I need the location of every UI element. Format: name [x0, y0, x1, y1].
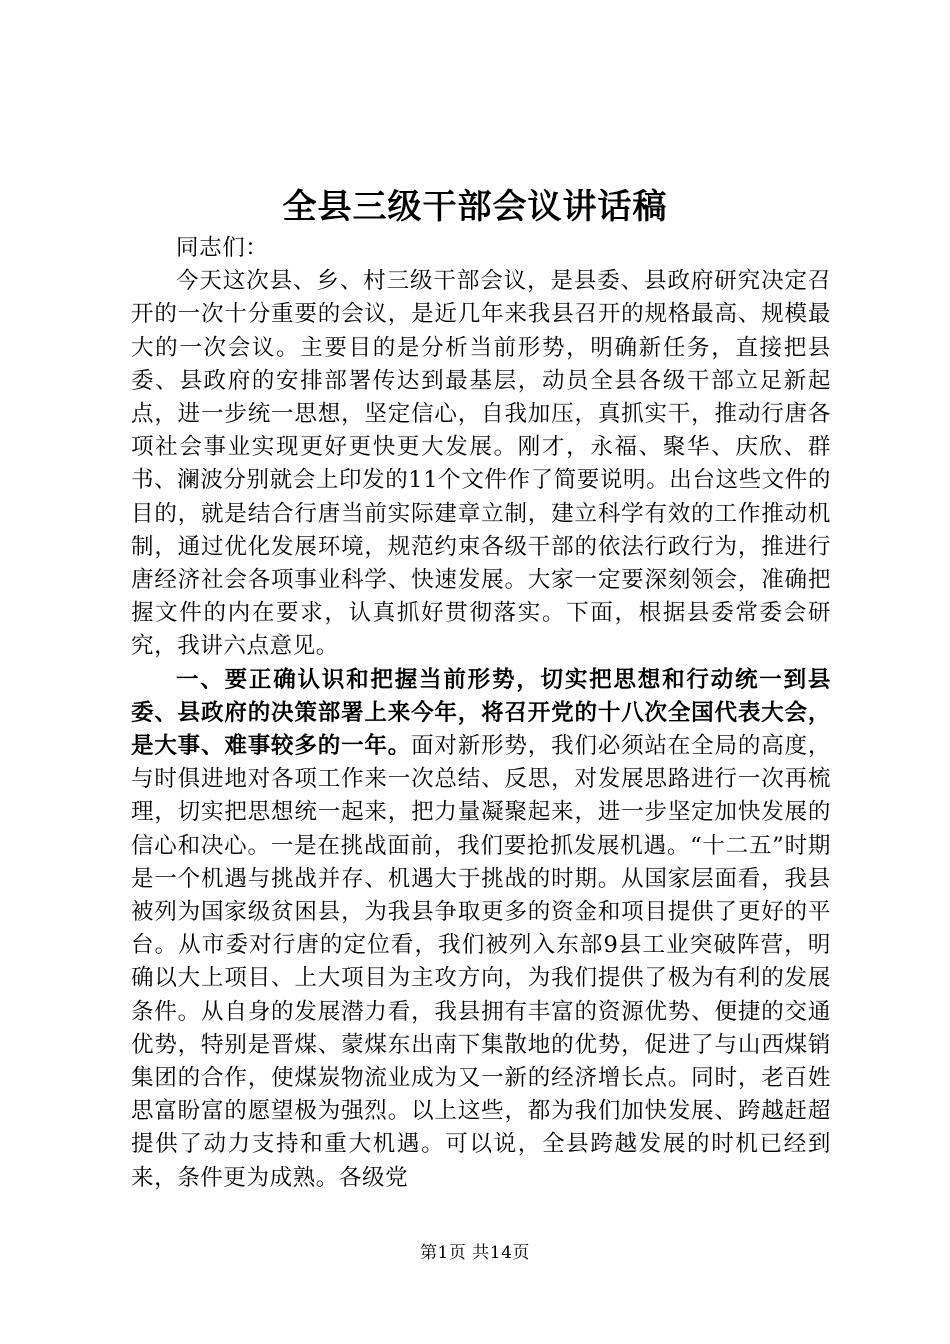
salutation: 同志们：: [176, 235, 269, 261]
document-body: [131, 232, 831, 1195]
paragraph-lead: 一、要正确认识和把握当前形势，切实把思想和行动统一到县委、县政府的决策部署上来今年，将召开党的十八次全国代表大会，是大事、难事较多的一年。: [131, 666, 831, 760]
paragraph-text: 今天这次县、乡、村三级干部会议，是县委、县政府研究决定召开的一次十分重要的会议，是近几年来我县召开的规格最高、规模最大的一次会议。主要目的是分析当前形势，明确新任务，直接把县委、县政府的安排部署传达到最基层，动员全县各级干部立足新起点，进一步统一思想，坚定信心，自我加压，真抓实干，推动行唐各项社会事业实现更好更快更大发展。刚才，永福、聚华、庆欣、群书、澜波分别就会上印发的11个文件作了简要说明。出台这些文件的目的，就是结合行唐当前实际建章立制，建立科学有效的工作推动机制，通过优化发展环境，规范约束各级干部的依法行政行为，推进行唐经济社会各项事业科学、快速发展。大家一定要深刻领会，准确把握文件的内在要求，认真抓好贯彻落实。下面，根据县委常委会研究，我讲六点意见。: [131, 268, 831, 660]
paragraph-text: 面对新形势，我们必须站在全局的高度，与时俱进地对各项工作来一次总结、反思，对发展思路进行一次再梳理，切实把思想统一起来，把力量凝聚起来，进一步坚定加快发展的信心和决心。一是在挑战面前，我们要抢抓发展机遇。“十二五”时期是一个机遇与挑战并存、机遇大于挑战的时期。从国家层面看，我县被列为国家级贫困县，为我县争取更多的资金和项目提供了更好的平台。从市委对行唐的定位看，我们被列入东部9县工业突破阵营，明确以大上项目、上大项目为主攻方向，为我们提供了极为有利的发展条件。从自身的发展潜力看，我县拥有丰富的资源优势、便捷的交通优势，特别是晋煤、蒙煤东出南下集散地的优势，促进了与山西煤销集团的合作，使煤炭物流业成为又一新的经济增长点。同时，老百姓思富盼富的愿望极为强烈。以上这些，都为我们加快发展、跨越赶超提供了动力支持和重大机遇。可以说，全县跨越发展的时机已经到来，条件更为成熟。各级党: [131, 733, 831, 1191]
paragraph-2: [131, 664, 831, 1195]
page-title: 全县三级干部会议讲话稿: [282, 187, 668, 227]
paragraph-1: [131, 265, 831, 663]
page-footer: 第1页 共14页: [420, 1243, 530, 1263]
